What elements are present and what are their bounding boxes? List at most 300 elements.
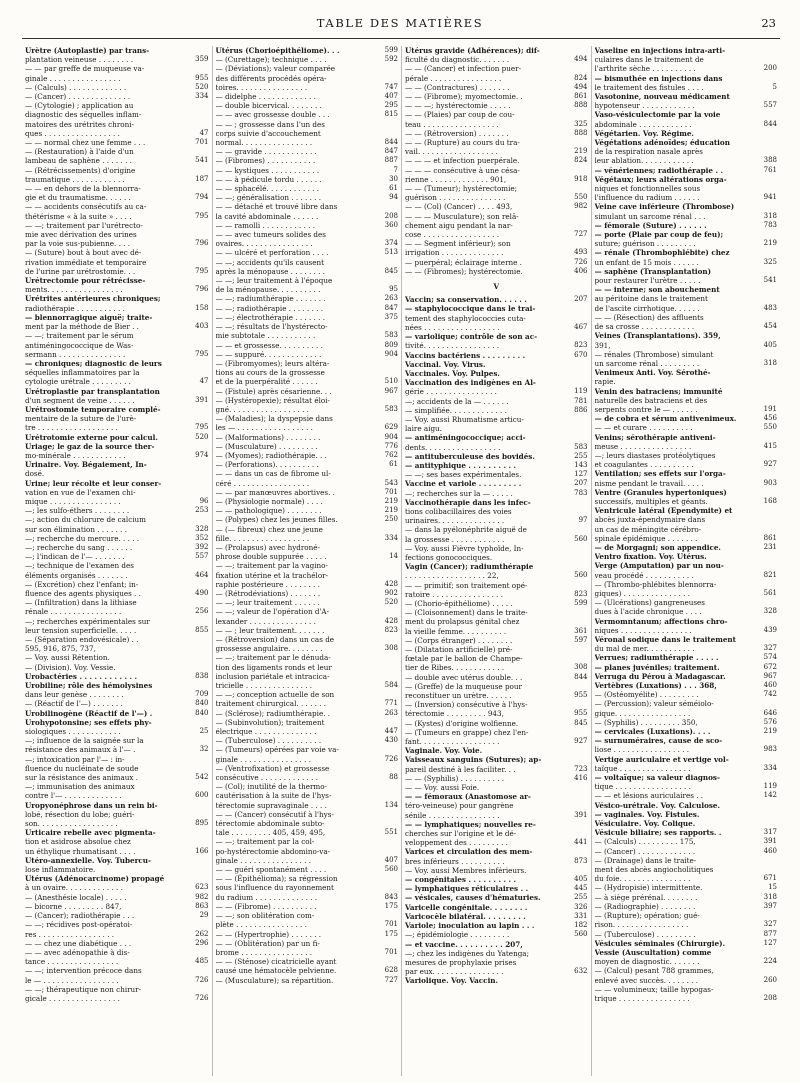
- entry-text: — bismuthée en injections dans: [594, 73, 723, 83]
- index-entry: [405, 737, 588, 746]
- index-entry: [595, 589, 778, 598]
- index-entry: [405, 295, 588, 304]
- index-entry: [405, 884, 588, 893]
- entry-page: 158: [195, 303, 209, 312]
- index-entry: [595, 101, 778, 110]
- entry-page: 392: [195, 542, 209, 551]
- entry-text: — (Hydropisie) intermittente.: [594, 883, 703, 893]
- index-entry: [405, 470, 588, 479]
- entry-text: 595, 916, 875, 737,: [25, 644, 96, 654]
- entry-text: Vaginale. Voy. Voie.: [405, 746, 483, 756]
- entry-text: mesures de prophylaxie prises: [405, 957, 517, 967]
- entry-text: po-hystérectomie abdomino-va-: [215, 846, 331, 856]
- entry-page: 327: [763, 920, 777, 929]
- entry-text: moyen de diagnostic. . . . . . .: [594, 957, 700, 967]
- entry-page: 847: [384, 147, 398, 156]
- index-entry: [595, 377, 778, 386]
- index-entry: [405, 525, 588, 534]
- entry-text: — —; généralisation . . . . . . .: [215, 193, 322, 203]
- index-entry: [595, 672, 778, 681]
- entry-page: 815: [384, 110, 398, 119]
- entry-text: inclusion pariétale et intracica-: [215, 671, 330, 681]
- entry-text: un éthylique rhumatisant . . . .: [25, 846, 136, 856]
- index-entry: [25, 837, 209, 846]
- index-entry: [216, 442, 399, 451]
- entry-page: 219: [763, 239, 777, 248]
- index-entry: [25, 985, 209, 994]
- entry-page: 374: [384, 239, 398, 248]
- index-entry: [595, 193, 778, 202]
- index-entry: [405, 553, 588, 562]
- entry-page: 823: [574, 341, 588, 350]
- entry-page: 560: [574, 930, 588, 939]
- entry-text: antiméningococcique de Was-: [25, 340, 134, 350]
- index-entry: [25, 948, 209, 957]
- index-entry: [216, 883, 399, 892]
- index-column-2: [212, 46, 402, 1076]
- entry-text: — antityphique . . . . . . . . . .: [405, 460, 516, 470]
- entry-page: 224: [763, 957, 777, 966]
- index-entry: [595, 359, 778, 368]
- entry-page: 861: [574, 92, 588, 101]
- index-entry: [216, 865, 399, 874]
- entry-text: — de Morgagni; son appendice.: [594, 542, 721, 552]
- index-entry: [25, 893, 209, 902]
- entry-text: serpents contre le — . . . . . .: [594, 404, 698, 414]
- index-entry: [595, 580, 778, 589]
- entry-text: raphie postérieure . . . . . . . .: [215, 579, 320, 589]
- entry-text: — —; leur traitement . . . . . .: [215, 598, 320, 608]
- entry-text: — chroniques; diagnostic de leurs: [25, 358, 162, 368]
- entry-page: 490: [195, 588, 209, 597]
- entry-text: — (Musculature); sa répartition.: [215, 975, 334, 985]
- entry-page: 895: [195, 819, 209, 828]
- entry-page: 200: [763, 64, 777, 73]
- index-entry: [595, 184, 778, 193]
- index-entry: [405, 230, 588, 239]
- entry-text: Venins; sérothérapie antiveni-: [594, 432, 716, 442]
- index-entry: [405, 903, 588, 912]
- entry-text: matoires des urétrites chroni-: [25, 119, 134, 129]
- entry-text: —; action du chlorure de calcium: [25, 515, 146, 525]
- index-entry: [405, 175, 588, 184]
- entry-text: — (Calculs) . . . . . . . . . 175,: [594, 837, 696, 847]
- entry-page: 709: [195, 690, 209, 699]
- entry-text: — (Percussion); valeur séméiolo-: [594, 699, 714, 709]
- index-entry: [216, 129, 399, 138]
- index-entry: [405, 74, 588, 83]
- index-entry: [25, 847, 209, 856]
- index-entry: [595, 552, 778, 561]
- index-entry: [25, 865, 209, 874]
- index-entry: [216, 193, 399, 202]
- index-entry: [216, 571, 399, 580]
- entry-text: du mal de mer. . . . . . . . . . .: [594, 644, 695, 654]
- entry-text: consécutive . . . . . . . . . . . . .: [215, 773, 318, 783]
- entry-text: Urobiline; rôle des hémolysines: [25, 681, 153, 691]
- entry-text: gicale . . . . . . . . . . . . . . . .: [25, 993, 120, 1003]
- index-entry: [25, 920, 209, 929]
- entry-page: 592: [384, 55, 398, 64]
- entry-text: — (Séparation endovésicale) . .: [25, 635, 139, 644]
- index-entry: [25, 552, 209, 561]
- index-entry: [25, 276, 209, 285]
- entry-text: — — par manœuvres abortives. .: [215, 487, 335, 497]
- entry-text: — et vaccine. . . . . . . . . . 207,: [405, 939, 523, 949]
- index-entry: [405, 774, 588, 783]
- index-entry: [25, 248, 209, 257]
- index-entry: [216, 930, 399, 939]
- index-entry: [216, 920, 399, 929]
- entry-page: 428: [384, 579, 398, 588]
- entry-text: — —; radiumthérapie . . . . . . .: [215, 294, 326, 304]
- index-entry: [405, 930, 588, 939]
- entry-page: 397: [763, 901, 777, 910]
- entry-page: 840: [195, 708, 209, 717]
- entry-text: rapie.: [594, 377, 616, 387]
- entry-page: 600: [195, 791, 209, 800]
- index-entry: [405, 709, 588, 718]
- index-entry: [216, 350, 399, 359]
- entry-page: 415: [763, 441, 777, 450]
- index-entry: [25, 994, 209, 1003]
- index-entry: [405, 765, 588, 774]
- entry-page: 296: [195, 938, 209, 947]
- index-entry: [595, 469, 778, 478]
- index-entry: [25, 727, 209, 736]
- index-entry: [595, 276, 778, 285]
- index-entry: [405, 866, 588, 875]
- index-column-4: [591, 46, 781, 1076]
- entry-text: — — (Syphilis) . . . . . . . . . .: [405, 773, 505, 783]
- entry-text: gique. . . . . . . . . . . . . . . . .: [594, 708, 691, 718]
- entry-page: 781: [574, 396, 588, 405]
- entry-text: —; technique de l'examen des: [25, 561, 134, 571]
- index-entry: [405, 424, 588, 433]
- index-entry: [216, 221, 399, 230]
- index-entry: [595, 368, 778, 377]
- entry-text: — (Inversion) consécutive à l'hys-: [405, 700, 528, 710]
- entry-text: — — à pédicule tordu . . . . . .: [215, 174, 322, 184]
- index-entry: [595, 626, 778, 635]
- index-entry: [595, 699, 778, 708]
- index-entry: [216, 138, 399, 147]
- entry-text: — didelphe . . . . . . . . . . . . .: [215, 92, 316, 102]
- entry-page: 334: [195, 92, 209, 101]
- index-entry: [216, 543, 399, 552]
- index-entry: [25, 267, 209, 276]
- entry-text: — (— fibreux) chez une jeune: [215, 524, 323, 534]
- index-entry: [595, 221, 778, 230]
- entry-page: 855: [195, 625, 209, 634]
- entry-text: —; recherches expérimentales sur: [25, 616, 150, 626]
- entry-text: — (Malformations) . . . . . . . .: [215, 432, 321, 442]
- entry-text: — — Voy. aussi Foie.: [405, 783, 480, 793]
- entry-page: 334: [384, 533, 398, 542]
- entry-text: — — (Résection) des affluents: [594, 312, 704, 322]
- entry-page: 888: [574, 128, 588, 137]
- index-entry: [405, 193, 588, 202]
- index-entry: [405, 636, 588, 645]
- entry-page: 95: [389, 285, 398, 294]
- entry-text: contre l'— . . . . . . . . . . . . .: [25, 791, 122, 801]
- index-entry: [595, 773, 778, 782]
- entry-text: — — gravide . . . . . . . . . . . .: [215, 147, 317, 157]
- entry-text: térectomie supravaginale . . . .: [215, 800, 327, 810]
- index-entry: [216, 874, 399, 883]
- entry-text: tale . . . . . . . . . 405, 459, 495,: [215, 828, 326, 838]
- entry-text: Vésico-urétrale. Voy. Calculose.: [594, 800, 720, 810]
- index-entry: [25, 580, 209, 589]
- entry-page: 863: [195, 901, 209, 910]
- entry-page: 584: [384, 681, 398, 690]
- entry-text: Vaso-vésiculectomie par la voie: [594, 110, 721, 120]
- index-entry: [405, 55, 588, 64]
- index-entry: [25, 138, 209, 147]
- entry-page: 550: [574, 193, 588, 202]
- index-entry: [25, 745, 209, 754]
- entry-text: Ventro fixation. Voy. Utérus.: [594, 552, 707, 562]
- index-entry: [405, 700, 588, 709]
- entry-page: 723: [574, 764, 588, 773]
- entry-page: 561: [763, 588, 777, 597]
- index-entry: [216, 101, 399, 110]
- index-entry: [25, 101, 209, 110]
- entry-text: Vaccin; sa conservation. . . . . .: [405, 295, 527, 305]
- entry-text: — — suppuré. . . . . . . . . . . . .: [215, 349, 322, 359]
- index-entry: [595, 341, 778, 350]
- entry-text: Utérus (Chorioépithéliome). . .: [215, 46, 340, 55]
- entry-page: 821: [763, 570, 777, 579]
- entry-text: — —; électrothérapie . . . . . . .: [215, 312, 325, 322]
- index-entry: [595, 304, 778, 313]
- index-entry: [595, 598, 778, 607]
- index-entry: [216, 635, 399, 644]
- index-entry: [405, 138, 588, 147]
- index-entry: [595, 994, 778, 1003]
- entry-text: —; influence de la saignée sur la: [25, 736, 144, 746]
- index-entry: [216, 110, 399, 119]
- index-entry: [405, 949, 588, 958]
- index-entry: [25, 736, 209, 745]
- index-entry: [216, 773, 399, 782]
- index-entry: [216, 92, 399, 101]
- entry-page: 32: [199, 745, 209, 754]
- index-entry: [216, 626, 399, 635]
- index-entry: [25, 525, 209, 534]
- entry-text: — —; résultats de l'hystérecto-: [215, 322, 328, 332]
- entry-text: res . . . . . . . . . . . . . . . . .: [25, 929, 115, 939]
- index-entry: [405, 507, 588, 516]
- index-entry: [216, 515, 399, 524]
- index-entry: [25, 460, 209, 469]
- index-entry: [595, 782, 778, 791]
- entry-text: — — (Rétroversion) . . . . . . .: [405, 128, 509, 138]
- index-entry: [216, 304, 399, 313]
- entry-text: vation en vue de l'examen chi-: [25, 487, 136, 497]
- entry-text: sous l'influence du rayonnement: [215, 883, 334, 893]
- entry-text: Vaccinal. Voy. Virus.: [405, 359, 486, 369]
- entry-text: — vaginales. Voy. Fistules.: [594, 809, 700, 819]
- entry-text: — (Anesthésie locale) . . . . .: [25, 892, 127, 902]
- index-entry: [595, 976, 778, 985]
- entry-text: — congénitales . . . . . . . . . .: [405, 875, 517, 885]
- entry-text: — (Infiltration) dans la lithiase: [25, 598, 137, 608]
- entry-page: 127: [574, 470, 588, 479]
- entry-text: cautérisation à la suite de l'hys-: [215, 791, 332, 801]
- index-entry: [216, 598, 399, 607]
- index-entry: [405, 415, 588, 424]
- entry-text: — — accidents consécutifs au ca-: [25, 202, 147, 212]
- entry-text: au péritoine dans le traitement: [594, 294, 708, 304]
- index-entry: [216, 525, 399, 534]
- index-entry: [595, 893, 778, 902]
- entry-text: Urticaire rebelle avec pigmenta-: [25, 828, 156, 838]
- index-entry: [595, 837, 778, 846]
- entry-text: Vésicules séminales (Chirurgie).: [594, 938, 726, 948]
- entry-text: trique . . . . . . . . . . . . . . . .: [594, 993, 690, 1003]
- page-number: 23: [761, 16, 776, 30]
- index-entry: [216, 433, 399, 442]
- entry-page: 845: [384, 266, 398, 275]
- index-entry: [405, 406, 588, 415]
- index-entry: [405, 599, 588, 608]
- entry-text: taïque . . . . . . . . . . . . . . . .: [594, 763, 691, 773]
- index-entry: [405, 581, 588, 590]
- entry-page: 550: [763, 423, 777, 432]
- entry-page: 983: [763, 745, 777, 754]
- entry-text: — — avec adénopathie à dis-: [25, 947, 130, 957]
- index-entry: [405, 912, 588, 921]
- index-entry: [595, 488, 778, 497]
- entry-page: 844: [574, 672, 588, 681]
- entry-page: 861: [763, 533, 777, 542]
- entry-page: 888: [574, 101, 588, 110]
- index-entry: [216, 267, 399, 276]
- entry-text: par la voie sus-pubienne. . . .: [25, 239, 131, 249]
- entry-page: 646: [763, 708, 777, 717]
- entry-text: à un ovaire. . . . . . . . . . . . .: [25, 883, 123, 893]
- entry-text: — —; traitement par l'urétrecto-: [25, 220, 143, 230]
- entry-text: tement des staphylococcies cuta-: [405, 313, 526, 323]
- index-entry: [216, 718, 399, 727]
- entry-page: 520: [384, 598, 398, 607]
- entry-page: 14: [389, 552, 398, 561]
- index-entry: [216, 239, 399, 248]
- entry-page: 873: [574, 856, 588, 865]
- entry-text: — — fémoraux (Anastomose ar-: [405, 792, 531, 802]
- entry-text: — (Rétrécissements) d'origine: [25, 165, 136, 175]
- index-entry: [405, 92, 588, 101]
- entry-text: tions au cours de la grossesse: [215, 368, 325, 378]
- index-entry: [595, 920, 778, 929]
- index-entry: [25, 258, 209, 267]
- index-entry: [595, 635, 778, 644]
- index-entry: [25, 423, 209, 432]
- entry-page: 796: [195, 239, 209, 248]
- entry-page: 576: [763, 717, 777, 726]
- entry-page: 809: [384, 340, 398, 349]
- index-entry: [595, 212, 778, 221]
- index-entry: [216, 460, 399, 469]
- entry-text: simulant un sarcome rénal . . .: [594, 211, 706, 221]
- entry-text: Vésiculaire. Voy. Colique.: [594, 819, 696, 829]
- index-entry: [25, 644, 209, 653]
- entry-page: 974: [195, 450, 209, 459]
- entry-text: —; recherche du sang . . . . . .: [25, 542, 133, 552]
- entry-text: — — volumineux; taille hypogas-: [594, 984, 714, 994]
- entry-text: le traitement des fistules . . . .: [594, 82, 704, 92]
- entry-text: — —; conception actuelle de son: [215, 690, 335, 700]
- entry-text: plète . . . . . . . . . . . . . . . .: [215, 920, 307, 930]
- entry-text: ginale . . . . . . . . . . . . . . . .: [215, 754, 311, 764]
- entry-page: 403: [195, 322, 209, 331]
- entry-page: 405: [763, 340, 777, 349]
- entry-text: — —; intervention précoce dans: [25, 966, 142, 976]
- entry-page: 318: [763, 892, 777, 901]
- index-entry: [405, 489, 588, 498]
- entry-text: Verge (Amputation) par un nou-: [594, 561, 724, 571]
- entry-text: Ventricule latéral (Ependymite) et: [594, 506, 733, 516]
- entry-text: — (Cloisonnement) dans le traite-: [405, 608, 528, 618]
- entry-text: — bicorne . . . . . . . . . 847,: [25, 901, 122, 911]
- entry-text: — (Rétrodéviations) . . . . . . .: [215, 588, 321, 598]
- index-entry: [405, 801, 588, 810]
- entry-text: — — (Fibrome) . . . . . . . . . .: [215, 901, 317, 911]
- entry-text: V: [493, 282, 500, 292]
- entry-text: Verruga du Pérou à Madagascar.: [594, 671, 726, 681]
- entry-page: 941: [763, 193, 777, 202]
- entry-page: 483: [763, 303, 777, 312]
- entry-text: —; chez les indigènes du Yatenga;: [405, 948, 530, 958]
- index-entry: [25, 350, 209, 359]
- index-entry: [405, 443, 588, 452]
- entry-text: Venimeux Anti. Voy. Sérothé-: [594, 368, 711, 378]
- index-entry: [595, 690, 778, 699]
- entry-page: 795: [195, 349, 209, 358]
- entry-page: 543: [384, 478, 398, 487]
- index-entry: [25, 902, 209, 911]
- entry-page: 96: [199, 496, 209, 505]
- entry-text: tier de Ribes. . . . . . . . . . . .: [405, 663, 505, 673]
- entry-page: 844: [384, 138, 398, 147]
- index-entry: [25, 699, 209, 708]
- entry-page: 467: [574, 322, 588, 331]
- entry-page: 599: [384, 46, 398, 54]
- index-entry: [595, 230, 778, 239]
- entry-text: ment par la méthode de Bier . .: [25, 322, 139, 332]
- entry-text: — (Greffe) de la muqueuse pour: [405, 681, 522, 691]
- index-entry: [216, 230, 399, 239]
- entry-text: cose . . . . . . . . . . . . . . . . .: [405, 230, 499, 240]
- entry-page: 119: [763, 782, 777, 791]
- entry-text: un sarcome rénal . . . . . . . . .: [594, 358, 700, 368]
- index-entry: [25, 202, 209, 211]
- index-entry: [216, 276, 399, 285]
- entry-text: —; immunisation des animaux: [25, 782, 135, 792]
- entry-text: dents. . . . . . . . . . . . . . . . .: [405, 442, 501, 452]
- entry-text: fille. . . . . . . . . . . . . . . . . .: [215, 533, 310, 543]
- entry-page: 838: [195, 671, 209, 680]
- entry-text: Variole; inoculation au lapin . . .: [405, 921, 535, 931]
- index-entry: [405, 323, 588, 332]
- entry-page: 191: [763, 404, 777, 413]
- entry-page: 982: [574, 202, 588, 211]
- index-entry: [25, 911, 209, 920]
- entry-text: mo-minérale . . . . . . . . . . . .: [25, 450, 126, 460]
- index-entry: [595, 930, 778, 939]
- entry-text: —; intoxication par l'— : in-: [25, 754, 125, 764]
